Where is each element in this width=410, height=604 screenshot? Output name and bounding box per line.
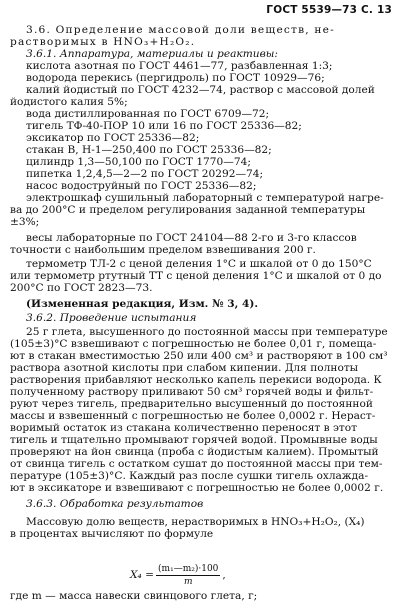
text-line: точности с наибольшим пределом взвешивания 200 г. bbox=[10, 244, 316, 256]
amendment-note: (Измененная редакция, Изм. № 3, 4). bbox=[26, 298, 259, 310]
subsection-heading: 3.6.2. Проведение испытания bbox=[26, 312, 197, 324]
text-line: в процентах вычисляют по формуле bbox=[10, 528, 214, 540]
text-line: электрошкаф сушильный лабораторный с температурой нагре- bbox=[26, 192, 384, 204]
text-line: тигель ТФ-40-ПОР 10 или 16 по ГОСТ 25336—82; bbox=[26, 120, 302, 132]
text-line: ют в эксикаторе и взвешивают с погрешностью не более 0,0002 г. bbox=[10, 482, 384, 494]
text-line: Массовую долю веществ, нерастворимых в HNO₃+H₂O₂, (X₄) bbox=[26, 516, 365, 528]
text-line: эксикатор по ГОСТ 25336—82; bbox=[26, 132, 200, 144]
text-line: или термометр ртутный ТТ с ценой деления 1°С и шкалой от 0 до bbox=[10, 270, 382, 282]
text-line: 25 г глета, высушенного до постоянной массы при температуре bbox=[26, 326, 388, 338]
text-line: воримый остаток из стакана количественно переносят в этот bbox=[10, 422, 357, 434]
formula-denominator: m bbox=[183, 576, 193, 587]
text-line: проверяют на йон свинца (проба с йодистым калием). Промытый bbox=[10, 446, 379, 458]
text-line: водорода перекись (пергидроль) по ГОСТ 10929—76; bbox=[26, 72, 325, 84]
text-line: йодистого калия 5%; bbox=[10, 96, 128, 108]
text-line: растворения прибавляют несколько капель перекиси водорода. К bbox=[10, 374, 382, 386]
text-line: полученному раствору приливают 50 см³ горячей воды и фильт- bbox=[10, 386, 374, 398]
text-line: весы лабораторные по ГОСТ 24104—88 2-го и 3-го классов bbox=[26, 232, 357, 244]
subsection-heading: 3.6.1. Аппаратура, материалы и реактивы: bbox=[26, 48, 278, 60]
formula-numerator: (m₁—m₂)·100 bbox=[158, 563, 219, 574]
text-line: вода дистиллированная по ГОСТ 6709—72; bbox=[26, 108, 270, 120]
text-line: ют в стакан вместимостью 250 или 400 см³ и растворяют в 100 см³ bbox=[10, 350, 388, 362]
text-line: где m — масса навески свинцового глета, г; bbox=[10, 590, 258, 602]
text-line: пипетка 1,2,4,5—2—2 по ГОСТ 20292—74; bbox=[26, 168, 264, 180]
text-line: (105±3)°С взвешивают с погрешностью не более 0,01 г, помещa- bbox=[10, 338, 377, 350]
text-line: кислота азотная по ГОСТ 4461—77, разбавленная 1:3; bbox=[26, 60, 333, 72]
text-line: калий йодистый по ГОСТ 4232—74, раствор с массовой долей bbox=[26, 84, 375, 96]
text-line: ва до 200°С и пределом регулирования заданной температуры bbox=[10, 204, 366, 216]
text-line: ±3%; bbox=[10, 216, 40, 228]
formula bbox=[130, 562, 226, 588]
formula-lhs: X₄ = bbox=[130, 569, 155, 581]
text-line: цилиндр 1,3—50,100 по ГОСТ 1770—74; bbox=[26, 156, 251, 168]
formula-tail: , bbox=[222, 569, 226, 581]
text-line: тигель и тщательно промывают горячей водой. Промывные воды bbox=[10, 434, 378, 446]
page-header: ГОСТ 5539—73 С. 13 bbox=[266, 4, 392, 16]
text-line: стакан В, Н-1—250,400 по ГОСТ 25336—82; bbox=[26, 144, 272, 156]
text-line: насос водоструйный по ГОСТ 25336—82; bbox=[26, 180, 257, 192]
text-line: массы и взвешенный с погрешностью не более 0,0002 г. Нераст- bbox=[10, 410, 376, 422]
text-line: руют через тигель, предварительно высушенный до постоянной bbox=[10, 398, 373, 410]
text-line: раствора азотной кислоты при слабом кипении. Для полноты bbox=[10, 362, 359, 374]
text-line: от свинца тигель с остатком сушат до постоянной массы при тем- bbox=[10, 458, 383, 470]
formula-fraction bbox=[156, 563, 220, 588]
section-heading-cont: растворимых в HNO₃+H₂O₂. bbox=[10, 36, 196, 48]
text-line: термометр ТЛ-2 с ценой деления 1°С и шкалой от 0 до 150°С bbox=[26, 258, 372, 270]
text-line: 200°С по ГОСТ 2823—73. bbox=[10, 282, 153, 294]
section-heading: 3.6. Определение массовой доли веществ, не- bbox=[26, 24, 335, 36]
text-line: пературе (105±3)°С. Каждый раз после сушки тигель охлаждa- bbox=[10, 470, 369, 482]
subsection-heading: 3.6.3. Обработка результатов bbox=[26, 498, 204, 510]
